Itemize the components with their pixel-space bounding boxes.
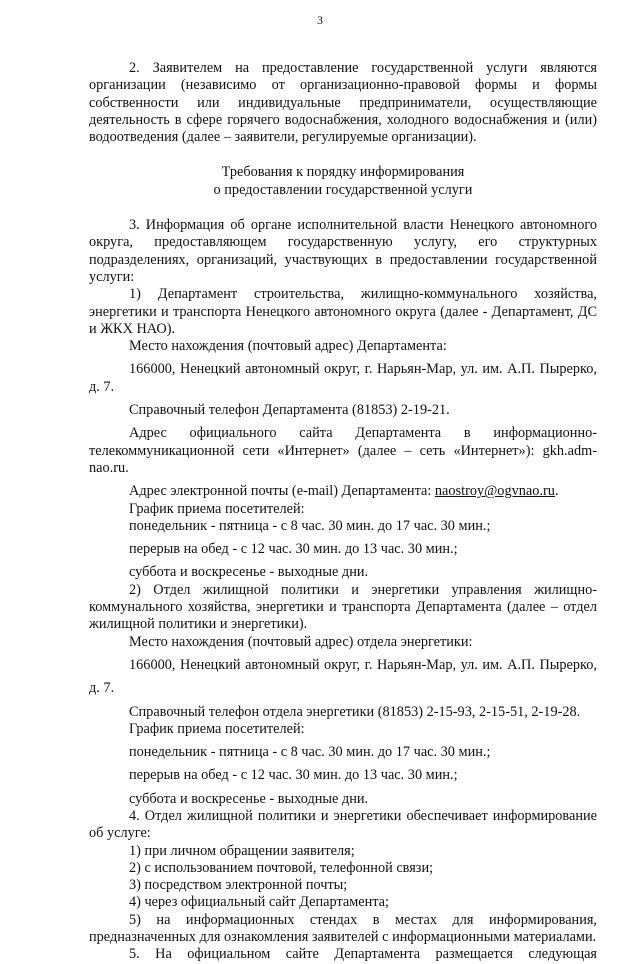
section-heading: о предоставлении государственной услуги bbox=[213, 181, 473, 198]
paragraph-3-line: округа, предоставляющем государственную услугу, его структурных bbox=[89, 234, 597, 251]
address-label: Место нахождения (почтовый адрес) Департамента: bbox=[129, 338, 447, 355]
list-item: 5) на информационных стендах в местах для информирования, bbox=[129, 911, 597, 928]
paragraph-3-1-line: 1) Департамент строительства, жилищно-коммунального хозяйства, bbox=[129, 286, 597, 303]
schedule-line: суббота и воскресенье - выходные дни. bbox=[129, 564, 369, 581]
paragraph-3-1-line: энергетики и транспорта Ненецкого автономного округа (далее - Департамент, ДС bbox=[89, 303, 597, 320]
paragraph-4-line: об услуге: bbox=[89, 825, 151, 842]
paragraph-3-2-line: коммунального хозяйства, энергетики и транспорта Департамента (далее – отдел bbox=[89, 599, 597, 616]
paragraph-4-line: 4. Отдел жилищной политики и энергетики обеспечивает информирование bbox=[129, 807, 597, 824]
paragraph-2-line: собственности или индивидуальные предприниматели, осуществляющие bbox=[89, 94, 597, 111]
email-label: Адрес электронной почты (e-mail) Департамента: bbox=[129, 483, 435, 500]
paragraph-2-line: 2. Заявителем на предоставление государственной услуги являются bbox=[129, 60, 597, 76]
address-line: д. 7. bbox=[89, 378, 115, 395]
address-line: 166000, Ненецкий автономный округ, г. Нарьян-Мар, ул. им. А.П. Пырерко, bbox=[129, 361, 597, 378]
paragraph-2-line: водоотведения (далее – заявители, регулируемые организации). bbox=[89, 129, 477, 146]
schedule-line: перерыв на обед - с 12 час. 30 мин. до 13 час. 30 мин.; bbox=[129, 767, 458, 784]
list-item: 2) с использованием почтовой, телефонной связи; bbox=[129, 859, 434, 876]
schedule-line: График приема посетителей: bbox=[129, 500, 305, 517]
address-label: Место нахождения (почтовый адрес) отдела энергетики: bbox=[129, 633, 473, 650]
schedule-line: График приема посетителей: bbox=[129, 720, 305, 737]
website-line: Адрес официального сайта Департамента в информационно- bbox=[129, 425, 597, 442]
website-line: телекоммуникационной сети «Интернет» (далее – сеть «Интернет»): gkh.adm- bbox=[89, 442, 597, 459]
paragraph-3-1-line: и ЖКХ НАО). bbox=[89, 320, 176, 337]
paragraph-2-line: организации (независимо от организационно-правовой формы и формы bbox=[89, 77, 597, 94]
phone-line: Справочный телефон отдела энергетики (81853) 2-15-93, 2-15-51, 2-19-28. bbox=[129, 703, 581, 720]
paragraph-3-2-line: жилищной политики и энергетики). bbox=[89, 616, 308, 633]
email-line bbox=[89, 483, 597, 500]
address-line: д. 7. bbox=[89, 680, 115, 697]
page-number: 3 bbox=[317, 13, 323, 27]
list-item: 4) через официальный сайт Департамента; bbox=[129, 894, 390, 911]
paragraph-3-2-line: 2) Отдел жилищной политики и энергетики управления жилищно- bbox=[129, 581, 597, 598]
website-line: nao.ru. bbox=[89, 459, 129, 476]
address-line: 166000, Ненецкий автономный округ, г. Нарьян-Мар, ул. им. А.П. Пырерко, bbox=[129, 656, 597, 673]
paragraph-3-line: 3. Информация об органе исполнительной власти Ненецкого автономного bbox=[129, 217, 597, 234]
email-link[interactable]: naostroy@ogvnao.ru bbox=[434, 483, 555, 500]
list-item: предназначенных для ознакомления заявителей с информационными материалами. bbox=[89, 929, 597, 946]
email-end: . bbox=[554, 483, 559, 500]
paragraph-5-line: 5. На официальном сайте Департамента размещается следующая bbox=[129, 946, 597, 963]
schedule-line: понедельник - пятница - с 8 час. 30 мин. до 17 час. 30 мин.; bbox=[129, 744, 491, 761]
schedule-line: перерыв на обед - с 12 час. 30 мин. до 13 час. 30 мин.; bbox=[129, 541, 458, 558]
phone-line: Справочный телефон Департамента (81853) 2-19-21. bbox=[129, 402, 450, 419]
schedule-line: суббота и воскресенье - выходные дни. bbox=[129, 790, 369, 807]
section-heading: Требования к порядку информирования bbox=[221, 164, 465, 181]
schedule-line: понедельник - пятница - с 8 час. 30 мин. до 17 час. 30 мин.; bbox=[129, 517, 491, 534]
list-item: 3) посредством электронной почты; bbox=[129, 877, 348, 894]
paragraph-3-line: подразделениях, организаций, участвующих в предоставлении государственной bbox=[89, 251, 597, 268]
paragraph-3-line: услуги: bbox=[89, 268, 135, 285]
list-item: 1) при личном обращении заявителя; bbox=[129, 842, 355, 859]
paragraph-2-line: деятельность в сфере горячего водоснабжения, холодного водоснабжения и (или) bbox=[89, 111, 597, 128]
document-body bbox=[89, 60, 597, 964]
